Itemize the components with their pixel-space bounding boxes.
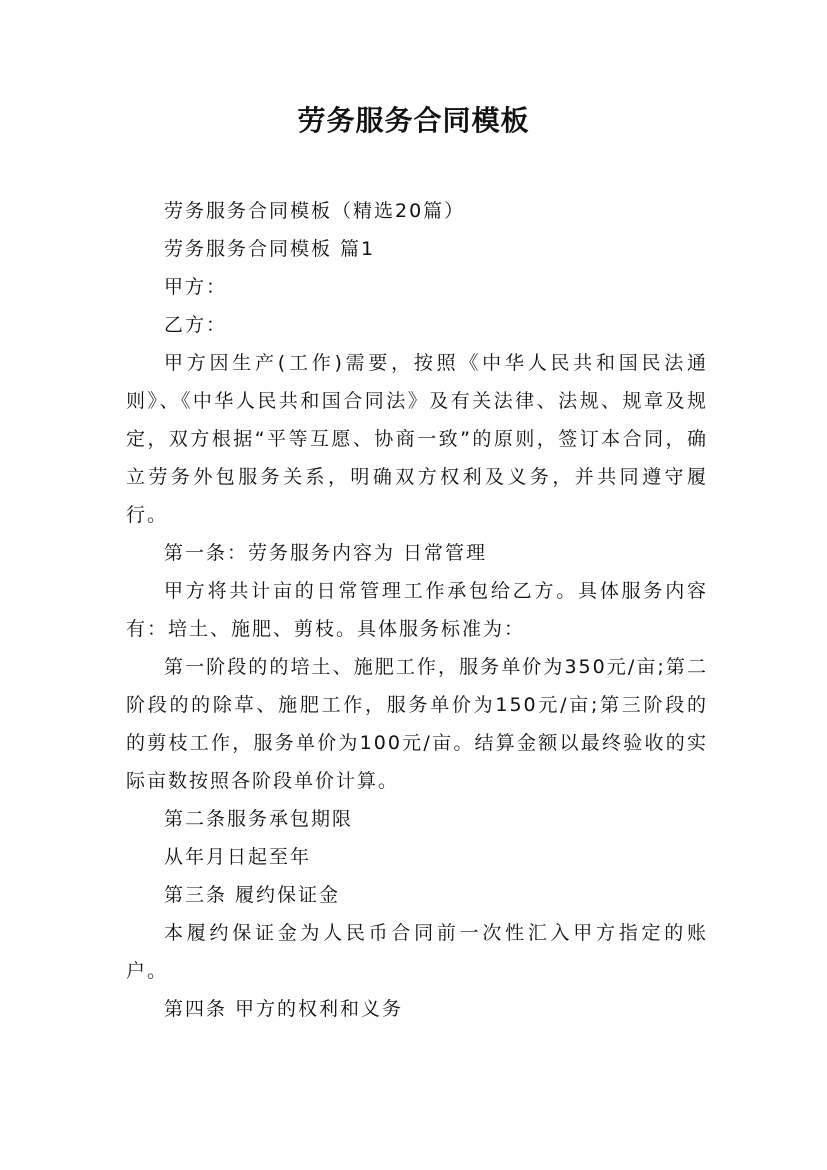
paragraph-party-b: 乙方：	[164, 314, 228, 336]
paragraph-deposit: 本履约保证金为人民币合同前一次性汇入甲方指定的账户。	[126, 922, 708, 982]
paragraph-article-1: 第一条：劳务服务内容为 日常管理	[164, 542, 488, 564]
paragraph-section-heading: 劳务服务合同模板 篇1	[164, 238, 376, 260]
paragraph-party-a: 甲方：	[164, 276, 228, 298]
paragraph-term: 从年月日起至年	[164, 846, 312, 868]
paragraph-article-2: 第二条服务承包期限	[164, 808, 354, 830]
paragraph-collection-title: 劳务服务合同模板（精选20篇）	[164, 200, 466, 222]
document-title: 劳务服务合同模板	[297, 104, 530, 137]
document-body	[126, 192, 708, 1028]
paragraph-service-content: 甲方将共计亩的日常管理工作承包给乙方。具体服务内容有：培土、施肥、剪枝。具体服务标准为：	[126, 580, 708, 640]
paragraph-article-4: 第四条 甲方的权利和义务	[164, 998, 404, 1020]
paragraph-article-3: 第三条 履约保证金	[164, 884, 341, 906]
paragraph-service-pricing: 第一阶段的的培土、施肥工作，服务单价为350元/亩;第二阶段的的除草、施肥工作，服务单价为150元/亩;第三阶段的的剪枝工作，服务单价为100元/亩。结算金额以最终验收的实际亩数按照各阶段单价计算。	[126, 656, 708, 792]
paragraph-preamble: 甲方因生产(工作)需要，按照《中华人民共和国民法通则》、《中华人民共和国合同法》及有关法律、法规、规章及规定，双方根据“平等互愿、协商一致”的原则，签订本合同，确立劳务外包服务关系，明确双方权利及义务，并共同遵守履行。	[126, 352, 708, 526]
